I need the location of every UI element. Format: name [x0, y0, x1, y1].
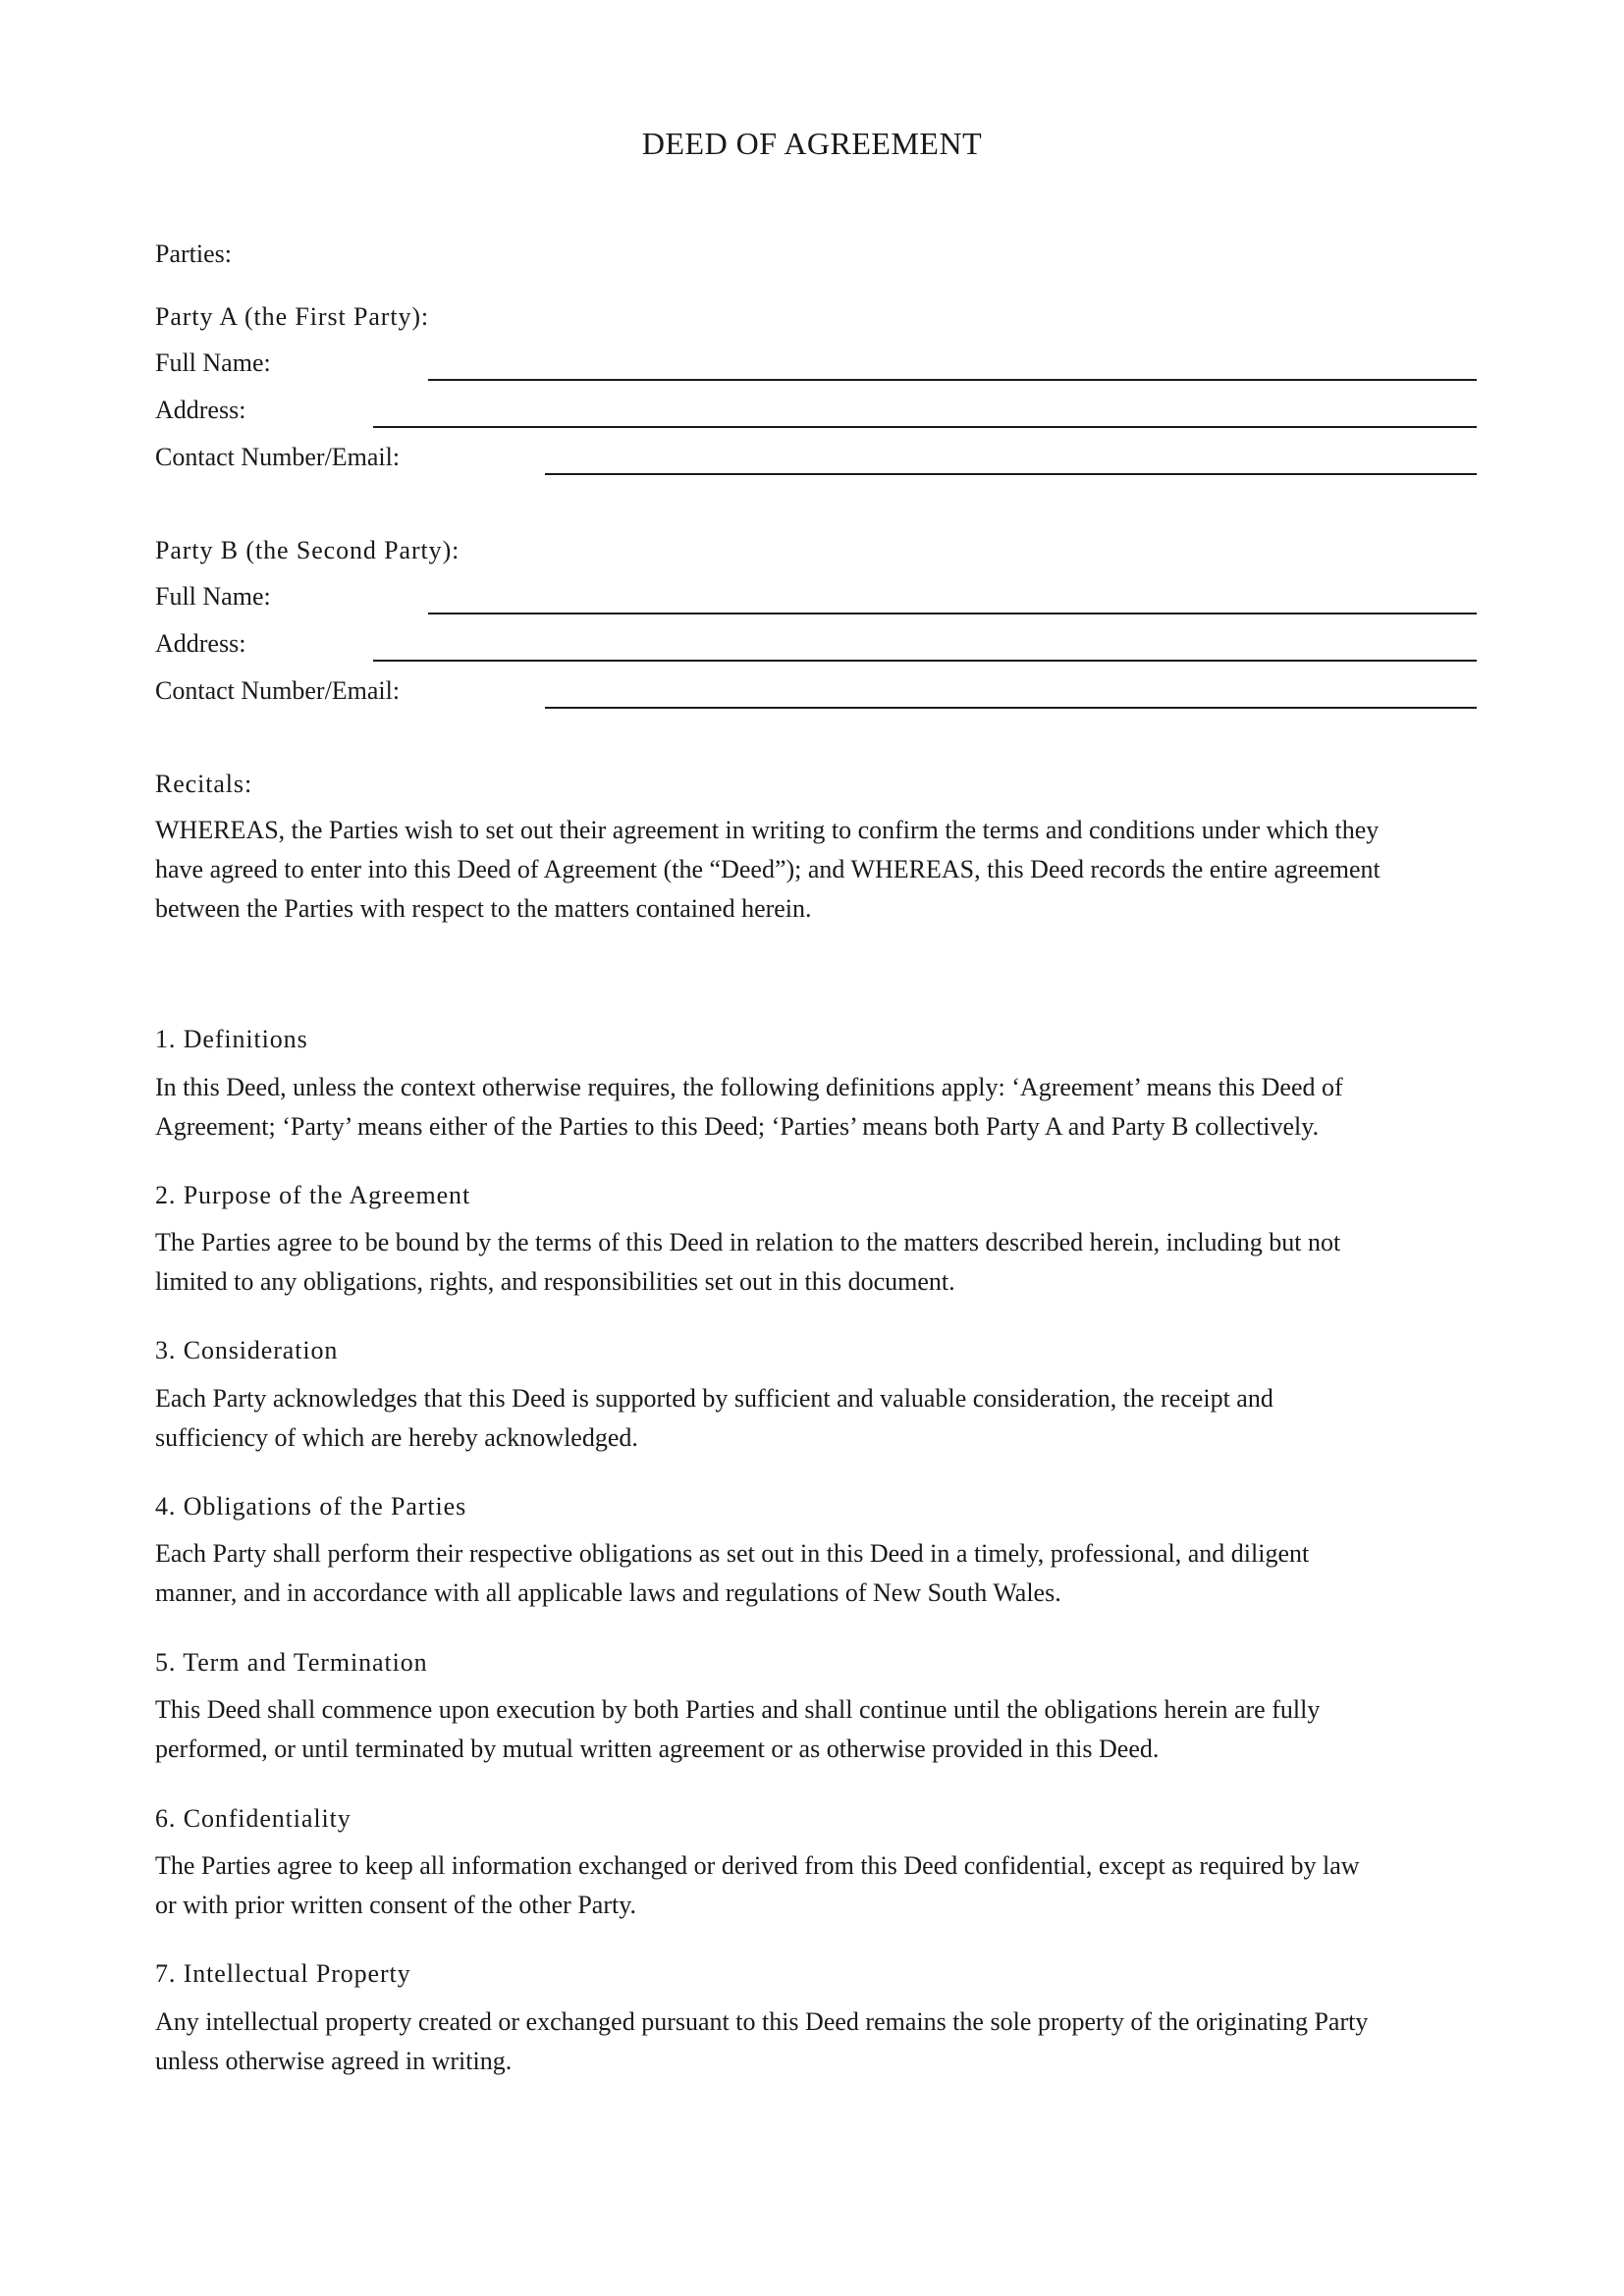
party-a-contact-field[interactable] [545, 473, 1477, 475]
section-line: limited to any obligations, rights, and responsibilities set out in this document. [155, 1267, 955, 1296]
section-7-body [155, 2002, 1490, 2081]
section-3-heading: 3. Consideration [155, 1336, 339, 1364]
party-b-contact-label: Contact Number/Email: [155, 676, 401, 705]
party-b-full-name-label: Full Name: [155, 582, 271, 611]
party-a-address-label: Address: [155, 396, 246, 424]
party-b-contact-field[interactable] [545, 707, 1477, 709]
recitals-line: WHEREAS, the Parties wish to set out their agreement in writing to confirm the terms and conditions under which they [155, 816, 1380, 844]
party-b-address-field[interactable] [373, 660, 1477, 662]
section-line: Each Party shall perform their respective obligations as set out in this Deed in a timely, professional, and diligent [155, 1539, 1310, 1568]
section-line: Agreement; ‘Party’ means either of the Parties to this Deed; ‘Parties’ means both Party A and Party B collectively. [155, 1112, 1320, 1141]
party-a-full-name-label: Full Name: [155, 348, 271, 377]
section-3-body [155, 1379, 1490, 1458]
section-line: Each Party acknowledges that this Deed is supported by sufficient and valuable consideration, the receipt and [155, 1384, 1273, 1413]
party-a-address-field[interactable] [373, 426, 1477, 428]
recitals-heading: Recitals: [155, 770, 253, 798]
party-b-heading: Party B (the Second Party): [155, 536, 460, 564]
section-line: manner, and in accordance with all applicable laws and regulations of New South Wales. [155, 1578, 1061, 1607]
section-line: unless otherwise agreed in writing. [155, 2047, 513, 2075]
section-line: performed, or until terminated by mutual written agreement or as otherwise provided in this Deed. [155, 1735, 1160, 1763]
section-line: In this Deed, unless the context otherwise requires, the following definitions apply: ‘Agreement’ means this Deed of [155, 1073, 1343, 1101]
section-4-heading: 4. Obligations of the Parties [155, 1492, 467, 1521]
section-line: or with prior written consent of the other Party. [155, 1891, 637, 1919]
section-6-body [155, 1846, 1490, 1925]
section-line: Any intellectual property created or exchanged pursuant to this Deed remains the sole property of the originating Party [155, 2007, 1369, 2036]
document-title: DEED OF AGREEMENT [641, 126, 983, 161]
section-7-heading: 7. Intellectual Property [155, 1959, 411, 1988]
parties-label: Parties: [155, 240, 232, 268]
party-b-address-label: Address: [155, 629, 246, 658]
section-line: The Parties agree to be bound by the terms of this Deed in relation to the matters described herein, including but not [155, 1228, 1341, 1256]
section-5-heading: 5. Term and Termination [155, 1648, 428, 1677]
party-a-contact-label: Contact Number/Email: [155, 443, 401, 471]
section-line: sufficiency of which are hereby acknowledged. [155, 1423, 638, 1452]
party-a-heading: Party A (the First Party): [155, 302, 430, 331]
section-2-heading: 2. Purpose of the Agreement [155, 1181, 471, 1209]
party-a-full-name-field[interactable] [428, 379, 1477, 381]
section-2-body [155, 1223, 1490, 1302]
section-line: This Deed shall commence upon execution by both Parties and shall continue until the obligations herein are fully [155, 1695, 1321, 1724]
recitals-paragraph [155, 811, 1490, 929]
section-6-heading: 6. Confidentiality [155, 1804, 352, 1833]
party-b-full-name-field[interactable] [428, 613, 1477, 614]
recitals-line: between the Parties with respect to the matters contained herein. [155, 894, 812, 923]
section-1-body [155, 1068, 1490, 1147]
section-4-body [155, 1534, 1490, 1613]
section-5-body [155, 1690, 1490, 1769]
section-1-heading: 1. Definitions [155, 1025, 308, 1053]
recitals-line: have agreed to enter into this Deed of Agreement (the “Deed”); and WHEREAS, this Deed records the entire agreement [155, 855, 1380, 883]
section-line: The Parties agree to keep all information exchanged or derived from this Deed confidential, except as required by law [155, 1851, 1360, 1880]
